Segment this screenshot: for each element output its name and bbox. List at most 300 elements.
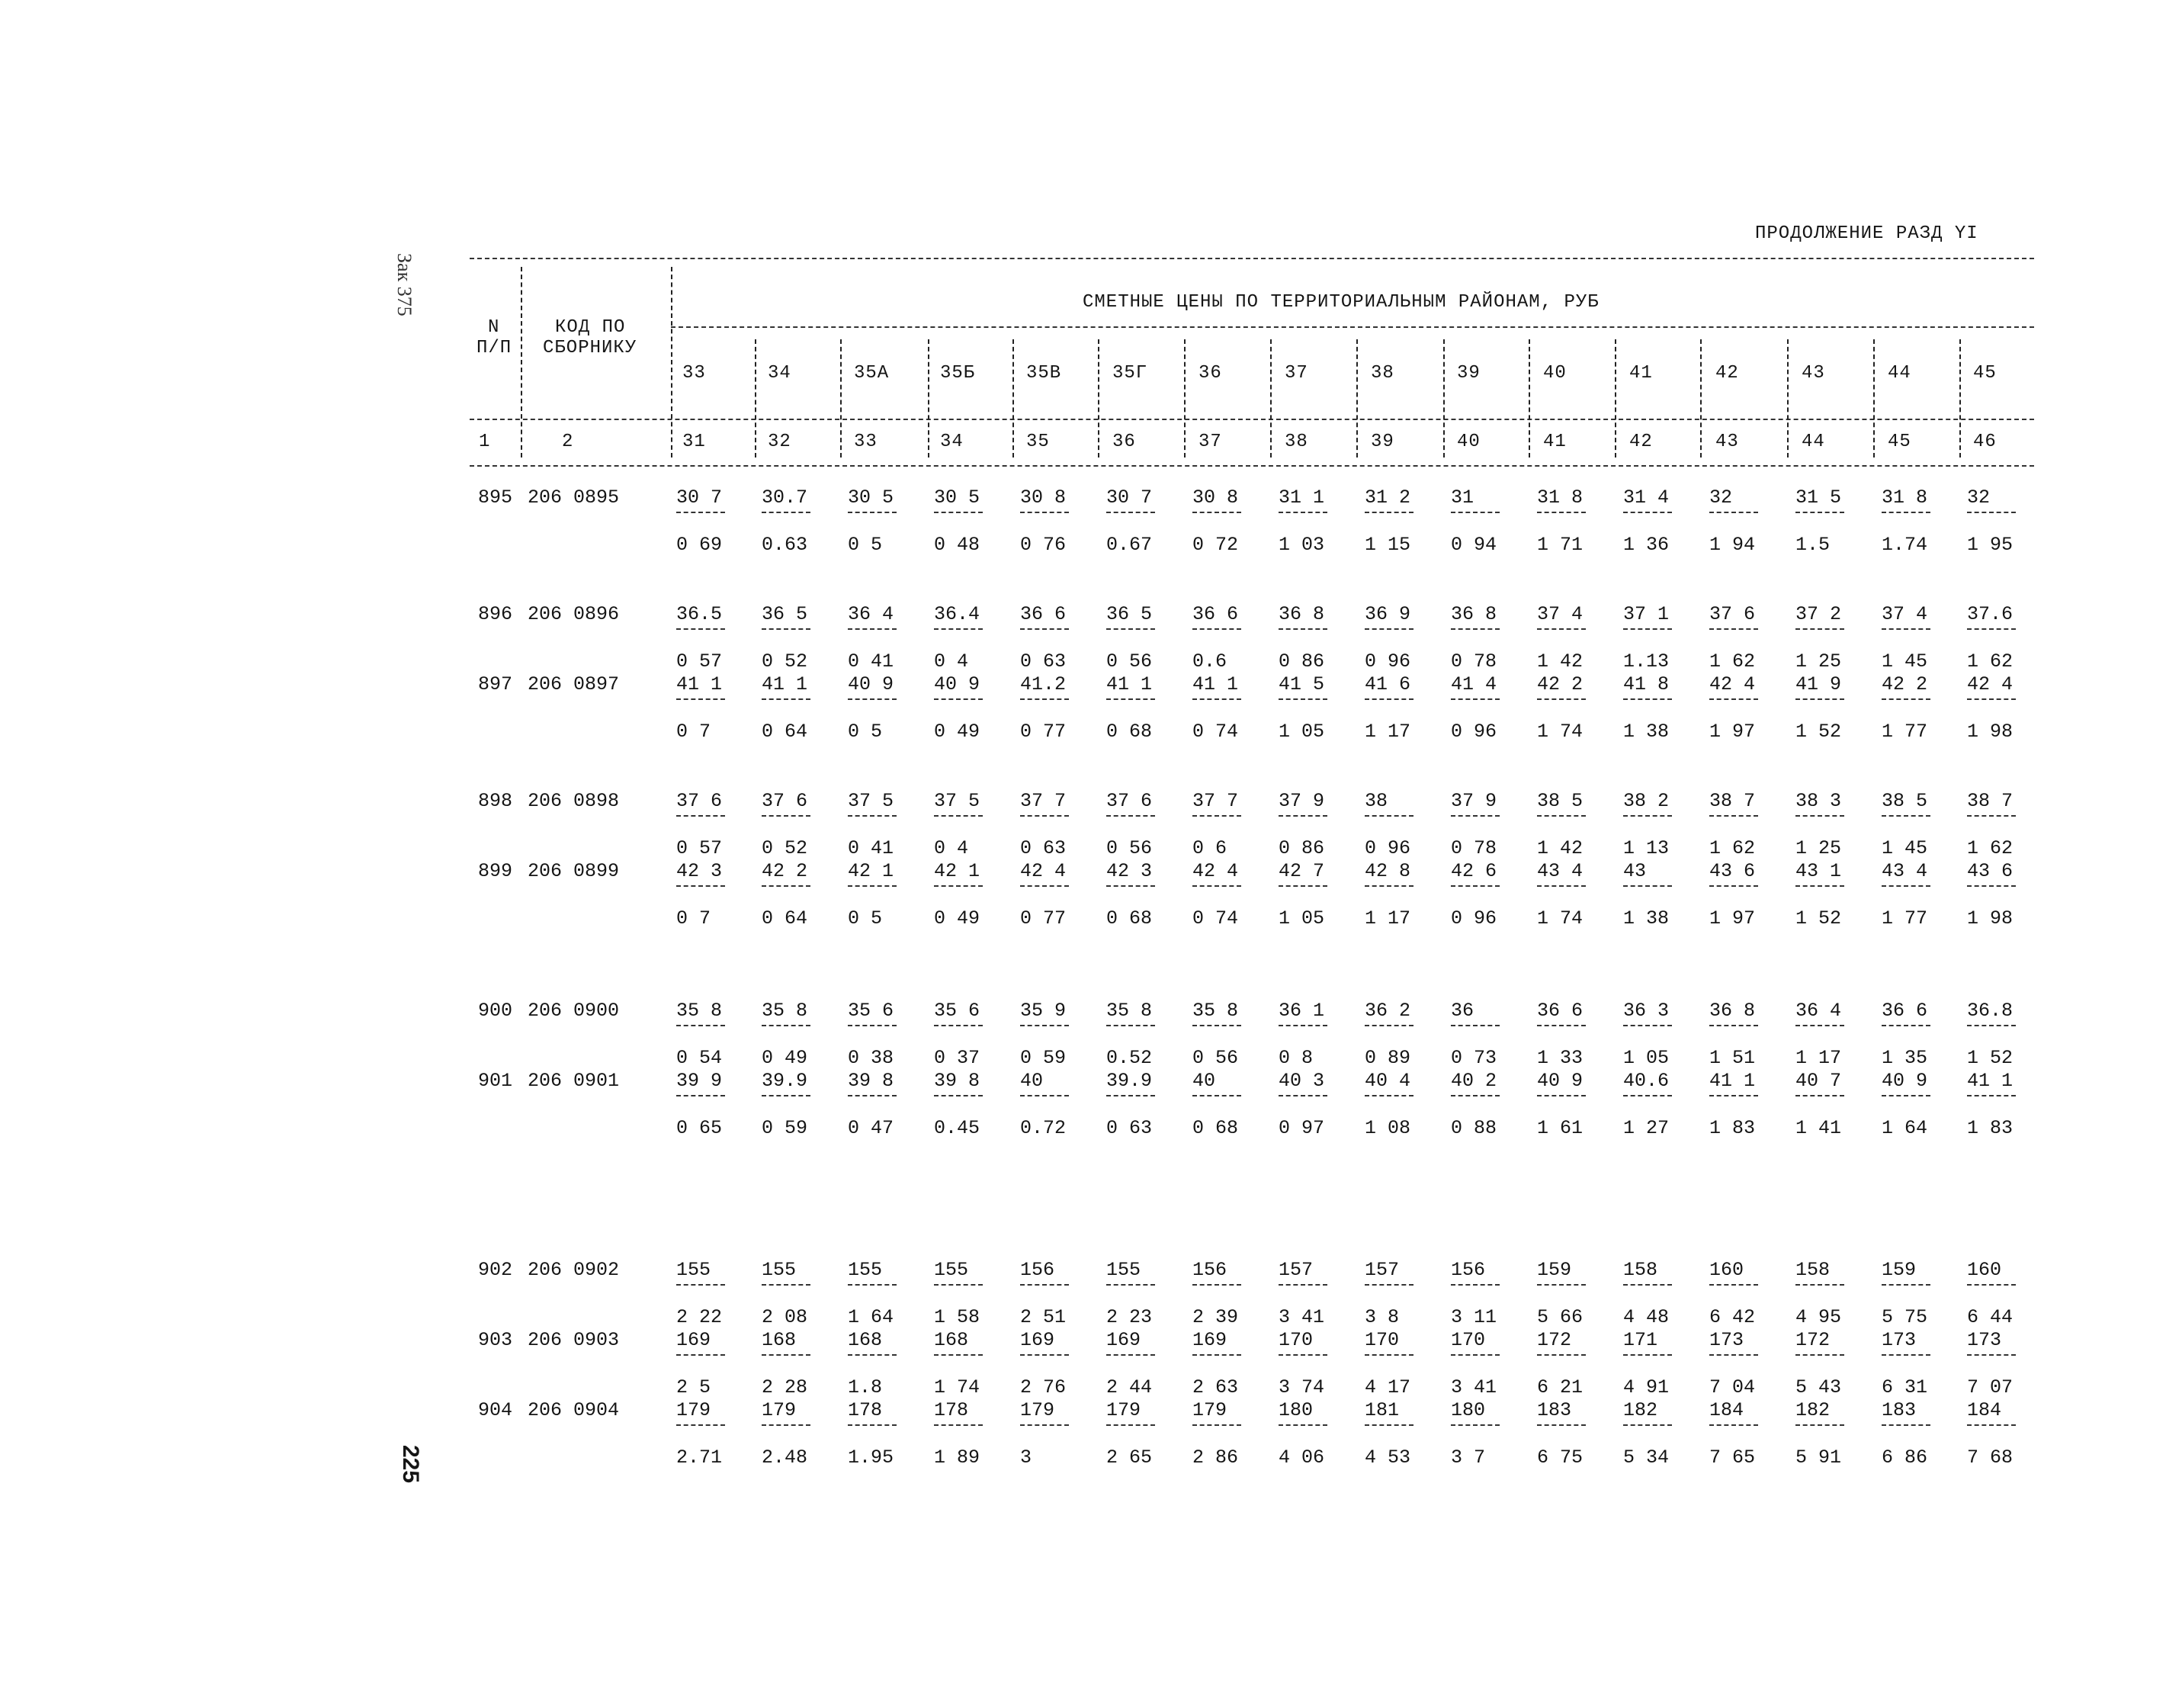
price-value: 42 7 (1279, 860, 1325, 882)
fraction-bar (1967, 1354, 2016, 1356)
price-subvalue: 0 56 (1106, 837, 1153, 859)
fraction-bar (762, 1095, 810, 1096)
fraction-bar (1020, 512, 1069, 513)
fraction-bar (1537, 815, 1586, 817)
fraction-bar (1882, 698, 1930, 700)
fraction-bar (1882, 1354, 1930, 1356)
row-code: 206 0900 (528, 1000, 620, 1022)
price-value: 155 (762, 1259, 797, 1281)
price-subvalue: 1 17 (1365, 907, 1411, 929)
row-number: 895 (478, 486, 513, 509)
price-value: 31 1 (1279, 486, 1325, 509)
fraction-bar (1967, 1095, 2016, 1096)
price-value: 37 7 (1020, 790, 1067, 812)
price-value: 42 1 (934, 860, 980, 882)
price-subvalue: 5 34 (1623, 1446, 1670, 1469)
price-subvalue: 0 74 (1192, 907, 1239, 929)
fraction-bar (1192, 628, 1241, 630)
price-subvalue: 1 42 (1537, 837, 1584, 859)
price-subvalue: 0 5 (848, 907, 883, 929)
fraction-bar (1106, 1354, 1155, 1356)
col-divider (1012, 339, 1014, 458)
price-value: 40 9 (1882, 1070, 1928, 1092)
price-value: 42 8 (1365, 860, 1411, 882)
fraction-bar (1020, 698, 1069, 700)
fraction-bar (1795, 1095, 1844, 1096)
price-subvalue: 3 41 (1279, 1306, 1325, 1328)
price-value: 170 (1279, 1329, 1314, 1351)
price-subvalue: 0 64 (762, 721, 808, 743)
price-subvalue: 0 57 (676, 837, 723, 859)
fraction-bar (1882, 1424, 1930, 1426)
fraction-bar (1365, 815, 1413, 817)
price-value: 36 6 (1192, 603, 1239, 625)
price-value: 179 (1106, 1399, 1141, 1421)
fraction-bar (1451, 1284, 1500, 1286)
price-value: 179 (676, 1399, 711, 1421)
price-value: 183 (1537, 1399, 1572, 1421)
price-subvalue: 2.71 (676, 1446, 723, 1469)
fraction-bar (1795, 815, 1844, 817)
price-subvalue: 1 52 (1795, 721, 1842, 743)
price-subvalue: 1 97 (1709, 721, 1756, 743)
fraction-bar (1709, 815, 1758, 817)
district-header: 43 (1802, 363, 1825, 384)
price-value: 30 8 (1192, 486, 1239, 509)
fraction-bar (1192, 885, 1241, 887)
row-number: 897 (478, 673, 513, 695)
fraction-bar (1795, 512, 1844, 513)
price-subvalue: 2 63 (1192, 1376, 1239, 1398)
fraction-bar (1451, 628, 1500, 630)
col-divider (671, 267, 672, 458)
price-subvalue: 0 5 (848, 534, 883, 556)
fraction-bar (848, 815, 897, 817)
fraction-bar (1365, 512, 1413, 513)
price-subvalue: 1 83 (1709, 1117, 1756, 1139)
fraction-bar (1967, 1025, 2016, 1026)
fraction-bar (1709, 512, 1758, 513)
price-value: 40.6 (1623, 1070, 1670, 1092)
price-subvalue: 0.52 (1106, 1047, 1153, 1069)
fraction-bar (676, 1095, 725, 1096)
price-value: 170 (1365, 1329, 1400, 1351)
fraction-bar (1795, 1354, 1844, 1356)
price-value: 42 3 (676, 860, 723, 882)
price-subvalue: 0 47 (848, 1117, 894, 1139)
price-value: 41 6 (1365, 673, 1411, 695)
col-divider (1356, 339, 1358, 458)
price-value: 43 1 (1795, 860, 1842, 882)
fraction-bar (1451, 1424, 1500, 1426)
price-subvalue: 1 05 (1279, 721, 1325, 743)
price-subvalue: 2 44 (1106, 1376, 1153, 1398)
price-subvalue: 1 05 (1279, 907, 1325, 929)
fraction-bar (676, 1354, 725, 1356)
fraction-bar (934, 1424, 983, 1426)
price-value: 38 3 (1795, 790, 1842, 812)
price-value: 172 (1537, 1329, 1572, 1351)
fraction-bar (848, 628, 897, 630)
price-value: 158 (1623, 1259, 1658, 1281)
price-value: 41 1 (1709, 1070, 1756, 1092)
price-subvalue: 1.95 (848, 1446, 894, 1469)
price-subvalue: 1 33 (1537, 1047, 1584, 1069)
fraction-bar (1623, 815, 1672, 817)
fraction-bar (762, 698, 810, 700)
fraction-bar (934, 512, 983, 513)
column-number: 43 (1715, 432, 1739, 452)
price-subvalue: 1 17 (1795, 1047, 1842, 1069)
price-value: 36 9 (1365, 603, 1411, 625)
price-subvalue: 1 62 (1967, 837, 2014, 859)
col-divider (1787, 339, 1789, 458)
price-subvalue: 0 68 (1106, 721, 1153, 743)
price-value: 168 (848, 1329, 883, 1351)
fraction-bar (1365, 1284, 1413, 1286)
price-value: 35 8 (762, 1000, 808, 1022)
price-subvalue: 2 5 (676, 1376, 711, 1398)
col-divider (1270, 339, 1272, 458)
price-subvalue: 5 75 (1882, 1306, 1928, 1328)
price-subvalue: 0 7 (676, 907, 711, 929)
price-subvalue: 1 35 (1882, 1047, 1928, 1069)
price-value: 157 (1279, 1259, 1314, 1281)
price-value: 42 3 (1106, 860, 1153, 882)
price-subvalue: 1 94 (1709, 534, 1756, 556)
district-header: 45 (1973, 363, 1997, 384)
price-subvalue: 0 96 (1365, 837, 1411, 859)
price-value: 35 6 (934, 1000, 980, 1022)
price-subvalue: 1 13 (1623, 837, 1670, 859)
fraction-bar (1882, 815, 1930, 817)
price-subvalue: 6 75 (1537, 1446, 1584, 1469)
price-subvalue: 1 64 (1882, 1117, 1928, 1139)
price-value: 37 7 (1192, 790, 1239, 812)
price-value: 42 2 (762, 860, 808, 882)
price-subvalue: 0 4 (934, 837, 969, 859)
fraction-bar (762, 1354, 810, 1356)
row-number: 898 (478, 790, 513, 812)
price-subvalue: 1 25 (1795, 837, 1842, 859)
fraction-bar (1537, 1095, 1586, 1096)
price-subvalue: 0 77 (1020, 907, 1067, 929)
price-value: 35 9 (1020, 1000, 1067, 1022)
fraction-bar (1623, 1025, 1672, 1026)
fraction-bar (1020, 815, 1069, 817)
price-value: 160 (1709, 1259, 1744, 1281)
price-subvalue: 7 68 (1967, 1446, 2014, 1469)
district-header: 44 (1888, 363, 1911, 384)
price-value: 43 4 (1882, 860, 1928, 882)
fraction-bar (848, 1095, 897, 1096)
price-subvalue: 1.5 (1795, 534, 1831, 556)
price-subvalue: 1 17 (1365, 721, 1411, 743)
price-value: 42 2 (1537, 673, 1584, 695)
column-number: 31 (682, 432, 706, 452)
price-subvalue: 0 73 (1451, 1047, 1497, 1069)
price-subvalue: 0 49 (934, 907, 980, 929)
fraction-bar (1967, 512, 2016, 513)
price-value: 40 9 (1537, 1070, 1584, 1092)
fraction-bar (1709, 1095, 1758, 1096)
fraction-bar (1192, 1284, 1241, 1286)
fraction-bar (1967, 628, 2016, 630)
price-value: 38 2 (1623, 790, 1670, 812)
price-subvalue: 0 6 (1192, 837, 1227, 859)
fraction-bar (1882, 628, 1930, 630)
price-value: 179 (1192, 1399, 1227, 1421)
price-subvalue: 0 74 (1192, 721, 1239, 743)
fraction-bar (1106, 512, 1155, 513)
column-number: 33 (854, 432, 878, 452)
price-subvalue: 0 41 (848, 837, 894, 859)
price-value: 39 8 (848, 1070, 894, 1092)
col-divider (1529, 339, 1530, 458)
price-value: 173 (1709, 1329, 1744, 1351)
price-value: 178 (848, 1399, 883, 1421)
price-subvalue: 5 66 (1537, 1306, 1584, 1328)
price-subvalue: 0 65 (676, 1117, 723, 1139)
price-subvalue: 1 64 (848, 1306, 894, 1328)
fraction-bar (1709, 1424, 1758, 1426)
price-value: 30 7 (1106, 486, 1153, 509)
price-subvalue: 3 74 (1279, 1376, 1325, 1398)
fraction-bar (676, 512, 725, 513)
fraction-bar (762, 1025, 810, 1026)
price-value: 155 (848, 1259, 883, 1281)
fraction-bar (1106, 815, 1155, 817)
price-value: 40 7 (1795, 1070, 1842, 1092)
price-subvalue: 1 25 (1795, 650, 1842, 673)
price-value: 36 5 (762, 603, 808, 625)
col-divider (1184, 339, 1186, 458)
price-subvalue: 1 98 (1967, 721, 2014, 743)
fraction-bar (1537, 1424, 1586, 1426)
column-numbers-rule (470, 465, 2034, 467)
price-subvalue: 2 28 (762, 1376, 808, 1398)
price-value: 37 6 (1709, 603, 1756, 625)
price-value: 160 (1967, 1259, 2002, 1281)
price-subvalue: 0 5 (848, 721, 883, 743)
fraction-bar (1020, 1095, 1069, 1096)
fraction-bar (676, 815, 725, 817)
price-subvalue: 0 94 (1451, 534, 1497, 556)
fraction-bar (1279, 1025, 1327, 1026)
price-value: 184 (1967, 1399, 2002, 1421)
price-value: 41 1 (1192, 673, 1239, 695)
price-value: 37 2 (1795, 603, 1842, 625)
price-value: 36 6 (1537, 1000, 1584, 1022)
price-subvalue: 6 86 (1882, 1446, 1928, 1469)
price-subvalue: 0 59 (1020, 1047, 1067, 1069)
price-value: 155 (1106, 1259, 1141, 1281)
fraction-bar (1709, 698, 1758, 700)
price-subvalue: 1 98 (1967, 907, 2014, 929)
column-number: 45 (1888, 432, 1911, 452)
fraction-bar (676, 698, 725, 700)
fraction-bar (848, 1424, 897, 1426)
price-subvalue: 0 49 (934, 721, 980, 743)
fraction-bar (762, 1284, 810, 1286)
price-subvalue: 0 41 (848, 650, 894, 673)
fraction-bar (1020, 885, 1069, 887)
price-subvalue: 1.8 (848, 1376, 883, 1398)
price-subvalue: 0 7 (676, 721, 711, 743)
col-divider (928, 339, 929, 458)
price-value: 31 8 (1882, 486, 1928, 509)
price-value: 36.8 (1967, 1000, 2014, 1022)
price-subvalue: 0 8 (1279, 1047, 1314, 1069)
col-divider (1098, 339, 1099, 458)
price-value: 36 8 (1709, 1000, 1756, 1022)
price-subvalue: 5 91 (1795, 1446, 1842, 1469)
price-subvalue: 6 44 (1967, 1306, 2014, 1328)
column-number: 38 (1285, 432, 1308, 452)
fraction-bar (1882, 1284, 1930, 1286)
price-value: 156 (1020, 1259, 1055, 1281)
row-code: 206 0899 (528, 860, 620, 882)
price-value: 30 5 (848, 486, 894, 509)
group-title: СМЕТНЫЕ ЦЕНЫ ПО ТЕРРИТОРИАЛЬНЫМ РАЙОНАМ, РУБ (1083, 292, 1600, 313)
price-subvalue: 1 74 (934, 1376, 980, 1398)
price-subvalue: 1 42 (1537, 650, 1584, 673)
fraction-bar (1279, 628, 1327, 630)
col-code-label-1: КОД ПО (555, 317, 626, 338)
col-code-label-2: СБОРНИКУ (543, 338, 637, 358)
column-number: 39 (1371, 432, 1394, 452)
district-header: 35В (1026, 363, 1062, 384)
fraction-bar (1451, 815, 1500, 817)
district-header: 42 (1715, 363, 1739, 384)
fraction-bar (1623, 885, 1672, 887)
price-subvalue: 0 63 (1020, 837, 1067, 859)
price-value: 182 (1795, 1399, 1831, 1421)
price-value: 40 (1192, 1070, 1216, 1092)
price-subvalue: 4 95 (1795, 1306, 1842, 1328)
price-value: 169 (1106, 1329, 1141, 1351)
col-num-label-1: N (488, 317, 500, 338)
price-value: 41 8 (1623, 673, 1670, 695)
price-subvalue: 1 58 (934, 1306, 980, 1328)
fraction-bar (1623, 1424, 1672, 1426)
price-subvalue: 5 43 (1795, 1376, 1842, 1398)
price-subvalue: 1 95 (1967, 534, 2014, 556)
price-subvalue: 1 45 (1882, 837, 1928, 859)
price-subvalue: 2 39 (1192, 1306, 1239, 1328)
fraction-bar (1967, 1424, 2016, 1426)
price-value: 43 6 (1967, 860, 2014, 882)
price-value: 168 (934, 1329, 969, 1351)
price-subvalue: 1 38 (1623, 721, 1670, 743)
price-value: 171 (1623, 1329, 1658, 1351)
fraction-bar (1365, 1025, 1413, 1026)
price-subvalue: 0 4 (934, 650, 969, 673)
col-divider (1443, 339, 1445, 458)
price-subvalue: 1 97 (1709, 907, 1756, 929)
price-subvalue: 0 64 (762, 907, 808, 929)
price-value: 159 (1882, 1259, 1917, 1281)
column-header-rule (470, 419, 2034, 420)
price-value: 37 4 (1537, 603, 1584, 625)
group-title-rule (671, 326, 2034, 328)
fraction-bar (1020, 1025, 1069, 1026)
price-subvalue: 2 22 (676, 1306, 723, 1328)
row-number: 904 (478, 1399, 513, 1421)
fraction-bar (1106, 885, 1155, 887)
fraction-bar (1279, 885, 1327, 887)
price-value: 42 4 (1020, 860, 1067, 882)
price-value: 40 2 (1451, 1070, 1497, 1092)
price-subvalue: 4 53 (1365, 1446, 1411, 1469)
price-value: 32 (1709, 486, 1733, 509)
fraction-bar (1365, 698, 1413, 700)
fraction-bar (1020, 1354, 1069, 1356)
price-subvalue: 0 63 (1020, 650, 1067, 673)
price-subvalue: 1.74 (1882, 534, 1928, 556)
price-value: 39 8 (934, 1070, 980, 1092)
price-value: 31 5 (1795, 486, 1842, 509)
price-value: 184 (1709, 1399, 1744, 1421)
row-number: 903 (478, 1329, 513, 1351)
price-subvalue: 1 38 (1623, 907, 1670, 929)
price-value: 36 2 (1365, 1000, 1411, 1022)
row-code: 206 0904 (528, 1399, 620, 1421)
price-value: 155 (934, 1259, 969, 1281)
price-value: 38 5 (1882, 790, 1928, 812)
fraction-bar (1623, 1354, 1672, 1356)
price-value: 41 9 (1795, 673, 1842, 695)
price-subvalue: 0 68 (1106, 907, 1153, 929)
fraction-bar (676, 1284, 725, 1286)
price-value: 42 4 (1709, 673, 1756, 695)
column-number: 41 (1543, 432, 1567, 452)
price-value: 41 1 (1967, 1070, 2014, 1092)
price-subvalue: 0 97 (1279, 1117, 1325, 1139)
fraction-bar (1967, 698, 2016, 700)
fraction-bar (1192, 1354, 1241, 1356)
price-value: 41 1 (676, 673, 723, 695)
price-subvalue: 3 (1020, 1446, 1032, 1469)
price-subvalue: 2 08 (762, 1306, 808, 1328)
price-value: 36 4 (848, 603, 894, 625)
fraction-bar (1882, 885, 1930, 887)
fraction-bar (1623, 1284, 1672, 1286)
price-value: 43 6 (1709, 860, 1756, 882)
fraction-bar (1795, 1284, 1844, 1286)
fraction-bar (762, 1424, 810, 1426)
district-header: 34 (768, 363, 791, 384)
fraction-bar (762, 512, 810, 513)
fraction-bar (1967, 815, 2016, 817)
price-value: 40 (1020, 1070, 1044, 1092)
fraction-bar (1451, 698, 1500, 700)
price-value: 37.6 (1967, 603, 2014, 625)
price-subvalue: 3 8 (1365, 1306, 1400, 1328)
row-number: 902 (478, 1259, 513, 1281)
row-code: 206 0896 (528, 603, 620, 625)
column-number: 44 (1802, 432, 1825, 452)
price-value: 42 6 (1451, 860, 1497, 882)
price-value: 35 8 (676, 1000, 723, 1022)
district-header: 41 (1629, 363, 1653, 384)
fraction-bar (1537, 698, 1586, 700)
price-subvalue: 2 86 (1192, 1446, 1239, 1469)
price-value: 35 8 (1192, 1000, 1239, 1022)
price-value: 156 (1451, 1259, 1486, 1281)
price-value: 173 (1967, 1329, 2002, 1351)
fraction-bar (848, 885, 897, 887)
